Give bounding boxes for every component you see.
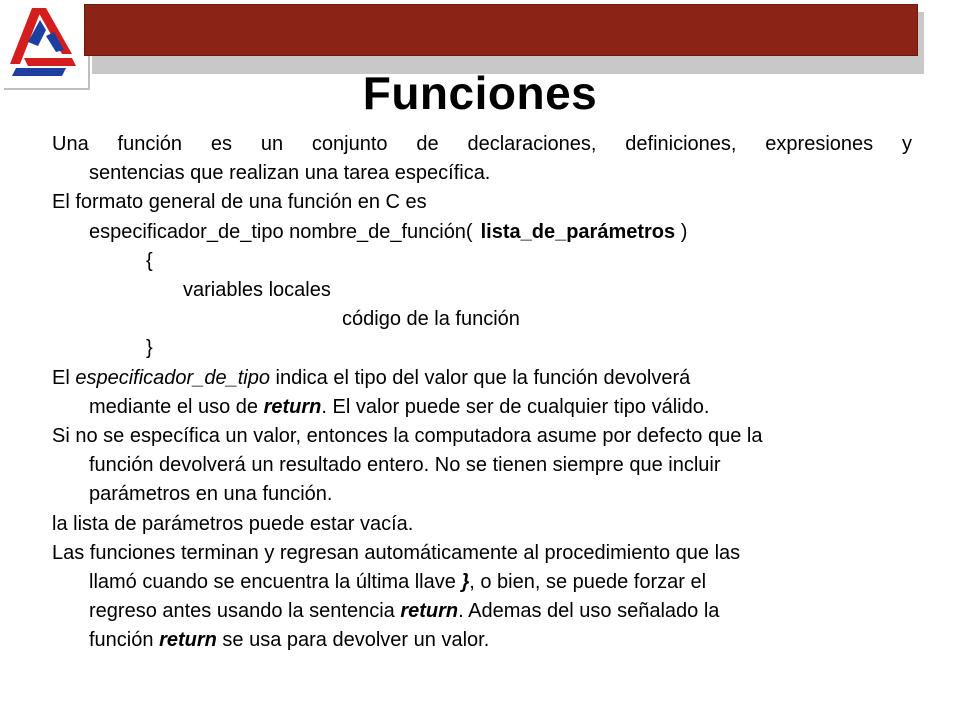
function-signature (52, 218, 912, 247)
paragraph-line: función devolverá un resultado entero. No se tienen siempre que incluir (89, 454, 721, 477)
text-span: indica el tipo del valor que la función devolverá (275, 366, 691, 389)
text-span: función (89, 629, 154, 652)
paragraph-line: Las funciones terminan y regresan automáticamente al procedimiento que las (52, 541, 741, 564)
paragraph-line: Si no se específica un valor, entonces la computadora asume por defecto que la (52, 425, 763, 448)
code-brace-open: { (146, 249, 153, 272)
paragraph-line (52, 393, 912, 422)
text-span: llamó cuando se encuentra la última llave (89, 571, 456, 594)
return-keyword: return (263, 395, 322, 418)
paragraph-line (52, 568, 912, 597)
text-span: , o bien, se puede forzar el (469, 571, 707, 594)
paragraph-line (52, 597, 912, 626)
text-span: . Ademas del uso señalado la (458, 600, 720, 623)
type-specifier-term: especificador_de_tipo (75, 366, 270, 389)
paragraph-line: parámetros en una función. (89, 483, 333, 506)
text-span: mediante el uso de (89, 395, 259, 418)
signature-params: lista_de_parámetros (480, 220, 676, 243)
text-span: . El valor puede ser de cualquier tipo válido. (321, 395, 710, 418)
text-span: regreso antes usando la sentencia (89, 600, 395, 623)
text-span: El (52, 366, 70, 389)
signature-prefix: especificador_de_tipo nombre_de_función( (89, 220, 473, 243)
return-keyword: return (400, 600, 459, 623)
code-brace-close: } (146, 337, 153, 360)
text-span: se usa para devolver un valor. (222, 629, 490, 652)
paragraph-line: El formato general de una función en C es (52, 191, 427, 214)
signature-close: ) (680, 220, 688, 243)
paragraph-line: la lista de parámetros puede estar vacía. (52, 512, 414, 535)
paragraph-line: sentencias que realizan una tarea específica. (89, 162, 491, 185)
code-vars: variables locales (183, 279, 331, 302)
code-body: código de la función (342, 308, 520, 331)
paragraph-line (52, 364, 912, 393)
paragraph-line (52, 626, 912, 655)
slide-title: Funciones (362, 67, 598, 119)
header-bar (84, 4, 918, 56)
slide-body (52, 130, 912, 656)
return-keyword: return (159, 629, 217, 652)
paragraph-line: Una función es un conjunto de declaraciones, definiciones, expresiones y (52, 133, 912, 155)
closing-brace-term: } (461, 571, 470, 594)
